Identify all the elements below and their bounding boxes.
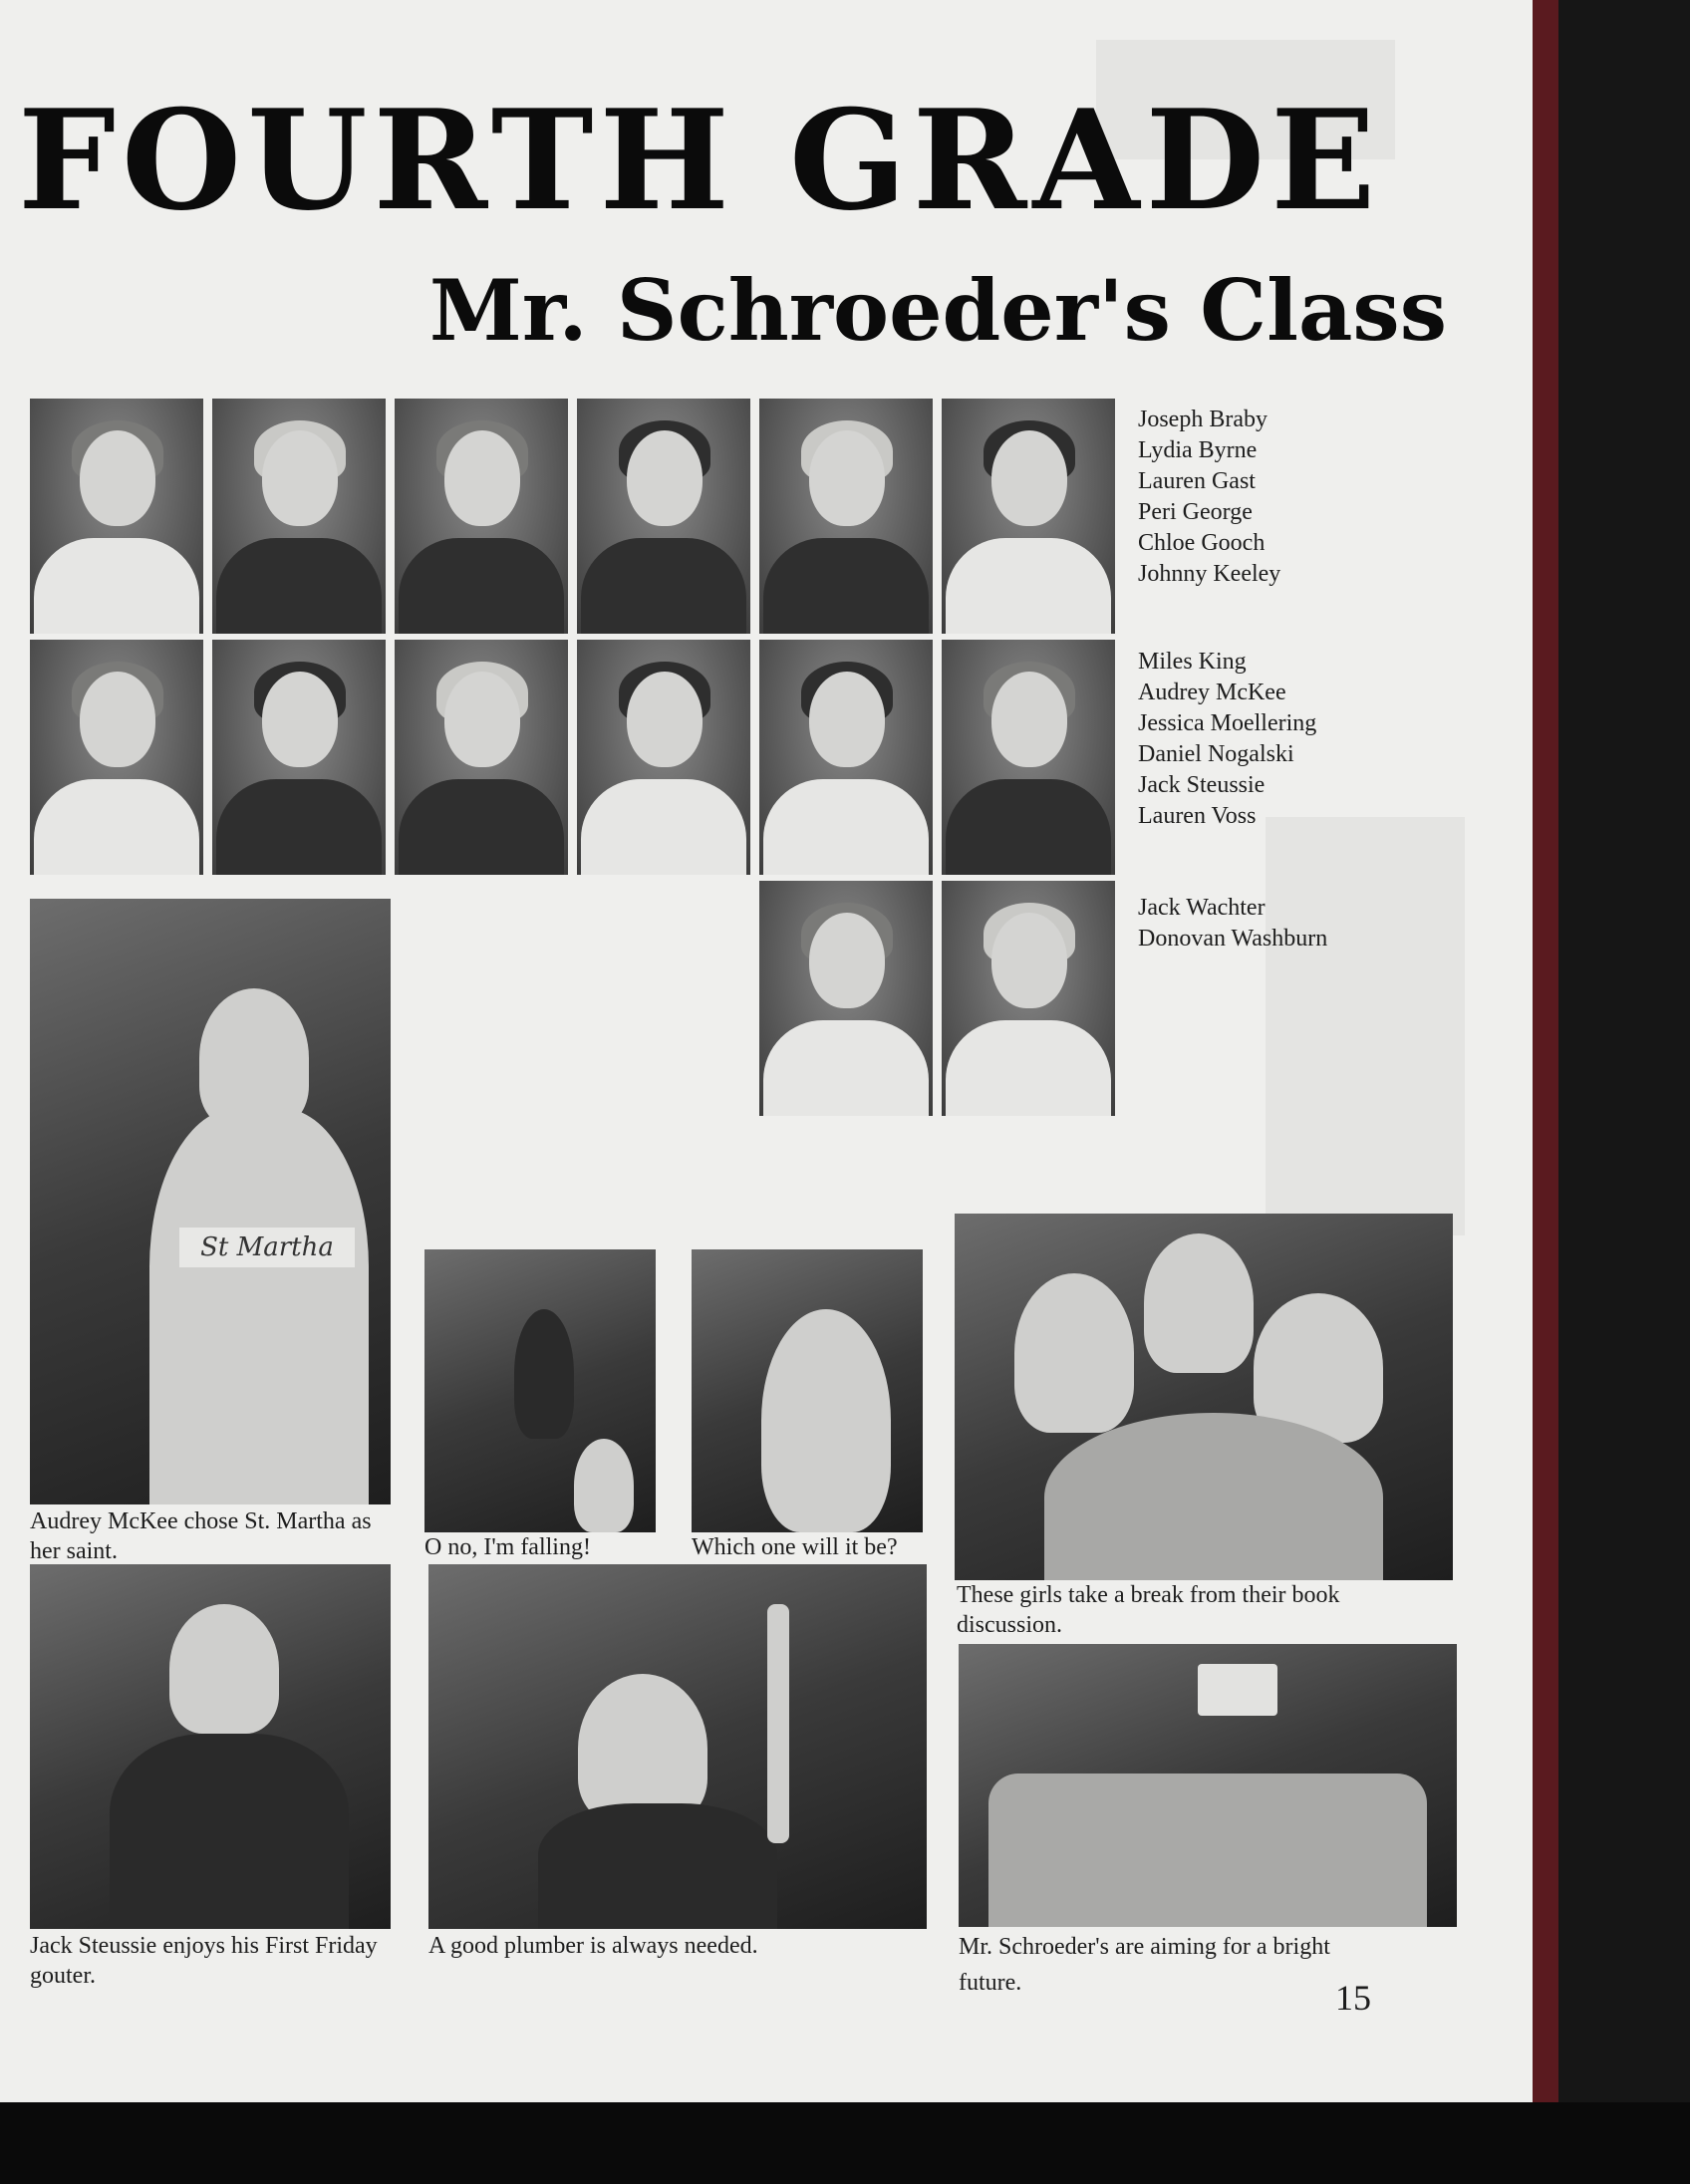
which-one-photo — [692, 1249, 923, 1532]
student-name: Joseph Braby — [1138, 407, 1268, 432]
photo-caption: Audrey McKee chose St. Martha as her saint. — [30, 1508, 372, 1564]
photo-figure — [514, 1309, 574, 1439]
page-title: FOURTH GRADE — [18, 79, 1382, 241]
student-portrait — [395, 640, 568, 875]
saint-costume-photo — [30, 899, 391, 1504]
photo-caption: O no, I'm falling! — [424, 1534, 591, 1560]
background-ghost-panel — [1266, 817, 1465, 1235]
class-group-photo — [959, 1644, 1457, 1927]
student-name: Miles King — [1138, 649, 1247, 675]
photo-figure — [574, 1439, 634, 1532]
student-name: Lauren Gast — [1138, 468, 1256, 494]
student-portrait — [395, 399, 568, 634]
photo-caption: Jack Steussie enjoys his First Friday gouter. — [30, 1933, 378, 1989]
student-name: Lydia Byrne — [1138, 437, 1258, 463]
student-name: Lauren Voss — [1138, 803, 1257, 829]
photo-figure — [988, 1774, 1427, 1927]
student-name: Jessica Moellering — [1138, 710, 1317, 736]
photo-figure — [1044, 1413, 1383, 1580]
saint-name-sign: St Martha — [179, 1228, 355, 1267]
student-portrait — [30, 399, 203, 634]
roster-names-row-2 — [1138, 647, 1316, 832]
binding-spine — [1533, 0, 1558, 2102]
photo-figure — [110, 1734, 349, 1929]
first-friday-photo — [30, 1564, 391, 1929]
student-portrait — [577, 399, 750, 634]
student-portrait — [30, 640, 203, 875]
photo-figure — [767, 1604, 789, 1843]
student-name: Jack Wachter — [1138, 895, 1266, 921]
student-name: Audrey McKee — [1138, 680, 1286, 705]
student-portrait — [212, 640, 386, 875]
student-portrait — [759, 881, 933, 1116]
class-subtitle: Mr. Schroeder's Class — [428, 261, 1447, 360]
photo-figure — [199, 988, 309, 1128]
student-portrait — [577, 640, 750, 875]
student-name: Peri George — [1138, 499, 1253, 525]
student-portrait — [759, 399, 933, 634]
student-portrait — [942, 881, 1115, 1116]
student-name: Johnny Keeley — [1138, 561, 1281, 587]
student-name: Daniel Nogalski — [1138, 741, 1294, 767]
student-portrait — [759, 640, 933, 875]
photo-caption: These girls take a break from their book discussion. — [957, 1582, 1340, 1638]
photo-figure — [761, 1309, 891, 1532]
roster-names-row-3 — [1138, 893, 1327, 955]
roster-names-row-1 — [1138, 405, 1280, 590]
page-number: 15 — [1335, 1978, 1371, 2018]
book-discussion-photo — [955, 1214, 1453, 1580]
scan-background — [1558, 0, 1690, 2102]
photo-figure — [538, 1803, 777, 1929]
student-portrait — [942, 399, 1115, 634]
student-name: Chloe Gooch — [1138, 530, 1266, 556]
photo-figure — [1014, 1273, 1134, 1433]
student-portrait — [212, 399, 386, 634]
student-portrait — [942, 640, 1115, 875]
plumber-photo — [428, 1564, 927, 1929]
falling-photo — [424, 1249, 656, 1532]
student-name: Jack Steussie — [1138, 772, 1266, 798]
photo-figure — [149, 1108, 369, 1504]
photo-figure — [1198, 1664, 1277, 1716]
student-name: Donovan Washburn — [1138, 926, 1328, 952]
photo-caption: Which one will it be? — [692, 1534, 898, 1560]
photo-caption: Mr. Schroeder's are aiming for a bright future. — [959, 1934, 1330, 1996]
photo-figure — [1144, 1233, 1254, 1373]
photo-figure — [578, 1674, 707, 1823]
photo-caption: A good plumber is always needed. — [428, 1933, 758, 1959]
photo-figure — [169, 1604, 279, 1734]
